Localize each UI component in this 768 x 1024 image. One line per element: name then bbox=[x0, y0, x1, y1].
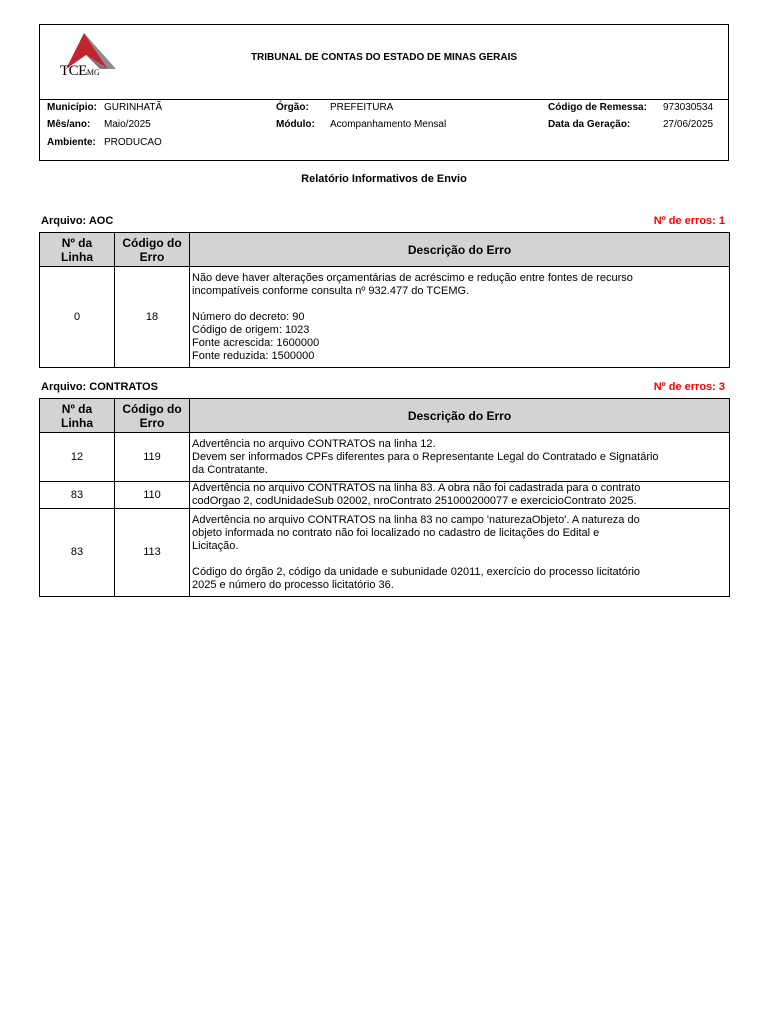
cell-descricao: Advertência no arquivo CONTRATOS na linha 83 no campo 'naturezaObjeto'. A natureza do objeto informada no contrato não foi localizado no cadastro de licitações do Edital e Licitação. Código do órgão 2, código da unidade e subunidade 02011, exercício do processo licitatório 2025 e número do processo licitatório 36. bbox=[190, 509, 730, 597]
meta-geracao bbox=[548, 119, 714, 130]
cell-codigo: 110 bbox=[115, 482, 190, 509]
column-header-codigo: Código do Erro bbox=[115, 233, 190, 267]
column-header-linha: Nº da Linha bbox=[40, 399, 115, 433]
meta-ambiente bbox=[47, 137, 162, 148]
cell-linha: 83 bbox=[40, 509, 115, 597]
report-header bbox=[39, 24, 729, 161]
meta-value: GURINHATÃ bbox=[104, 102, 163, 113]
section-arquivo-label: Arquivo: AOC bbox=[41, 215, 114, 227]
table-row bbox=[40, 482, 730, 509]
errors-table-contratos bbox=[39, 398, 730, 597]
meta-label: Módulo: bbox=[276, 119, 315, 130]
meta-label: Código de Remessa: bbox=[548, 102, 647, 113]
meta-value: PRODUCAO bbox=[104, 137, 162, 148]
column-header-linha: Nº da Linha bbox=[40, 233, 115, 267]
section-arquivo-label: Arquivo: CONTRATOS bbox=[41, 381, 158, 393]
column-header-descricao: Descrição do Erro bbox=[190, 399, 730, 433]
meta-label: Data da Geração: bbox=[548, 119, 631, 130]
table-header-row bbox=[40, 233, 730, 267]
table-row bbox=[40, 509, 730, 597]
meta-label: Mês/ano: bbox=[47, 119, 91, 130]
section-errors-count: Nº de erros: 1 bbox=[653, 215, 725, 227]
section-errors-count: Nº de erros: 3 bbox=[653, 381, 725, 393]
meta-value: Maio/2025 bbox=[104, 119, 151, 130]
cell-codigo: 119 bbox=[115, 433, 190, 482]
meta-municipio bbox=[47, 102, 163, 113]
org-title: TRIBUNAL DE CONTAS DO ESTADO DE MINAS GERAIS bbox=[250, 52, 518, 63]
meta-orgao bbox=[276, 102, 394, 113]
meta-value: Acompanhamento Mensal bbox=[330, 119, 447, 130]
meta-value: PREFEITURA bbox=[330, 102, 394, 113]
meta-label: Município: bbox=[47, 102, 97, 113]
cell-linha: 0 bbox=[40, 267, 115, 368]
meta-remessa bbox=[548, 102, 714, 113]
header-banner bbox=[40, 25, 728, 100]
meta-value: 27/06/2025 bbox=[663, 119, 714, 130]
column-header-descricao: Descrição do Erro bbox=[190, 233, 730, 267]
cell-codigo: 113 bbox=[115, 509, 190, 597]
errors-table-aoc bbox=[39, 232, 730, 368]
table-row bbox=[40, 267, 730, 368]
meta-mesano bbox=[47, 119, 151, 130]
cell-descricao: Advertência no arquivo CONTRATOS na linha 12. Devem ser informados CPFs diferentes para o Representante Legal do Contratado e Signatário da Contratante. bbox=[190, 433, 730, 482]
cell-descricao: Advertência no arquivo CONTRATOS na linha 83. A obra não foi cadastrada para o contrato codOrgao 2, codUnidadeSub 02002, nroContrato 251000200077 e exercicioContrato 2025. bbox=[190, 482, 730, 509]
cell-descricao: Não deve haver alterações orçamentárias de acréscimo e redução entre fontes de recurso incompatíveis conforme consulta nº 932.477 do TCEMG. Número do decreto: 90 Código de origem: 1023 Fonte acrescida: 1600000 Fonte reduzida: 1500000 bbox=[190, 267, 730, 368]
cell-linha: 12 bbox=[40, 433, 115, 482]
table-header-row bbox=[40, 399, 730, 433]
table-row bbox=[40, 433, 730, 482]
column-header-codigo: Código do Erro bbox=[115, 399, 190, 433]
meta-modulo bbox=[276, 119, 447, 130]
cell-linha: 83 bbox=[40, 482, 115, 509]
cell-codigo: 18 bbox=[115, 267, 190, 368]
meta-label: Órgão: bbox=[276, 102, 309, 113]
meta-label: Ambiente: bbox=[47, 137, 96, 148]
logo-wordmark: TCEMG bbox=[60, 63, 100, 79]
meta-value: 973030534 bbox=[663, 102, 714, 113]
report-title: Relatório Informativos de Envio bbox=[301, 173, 467, 185]
